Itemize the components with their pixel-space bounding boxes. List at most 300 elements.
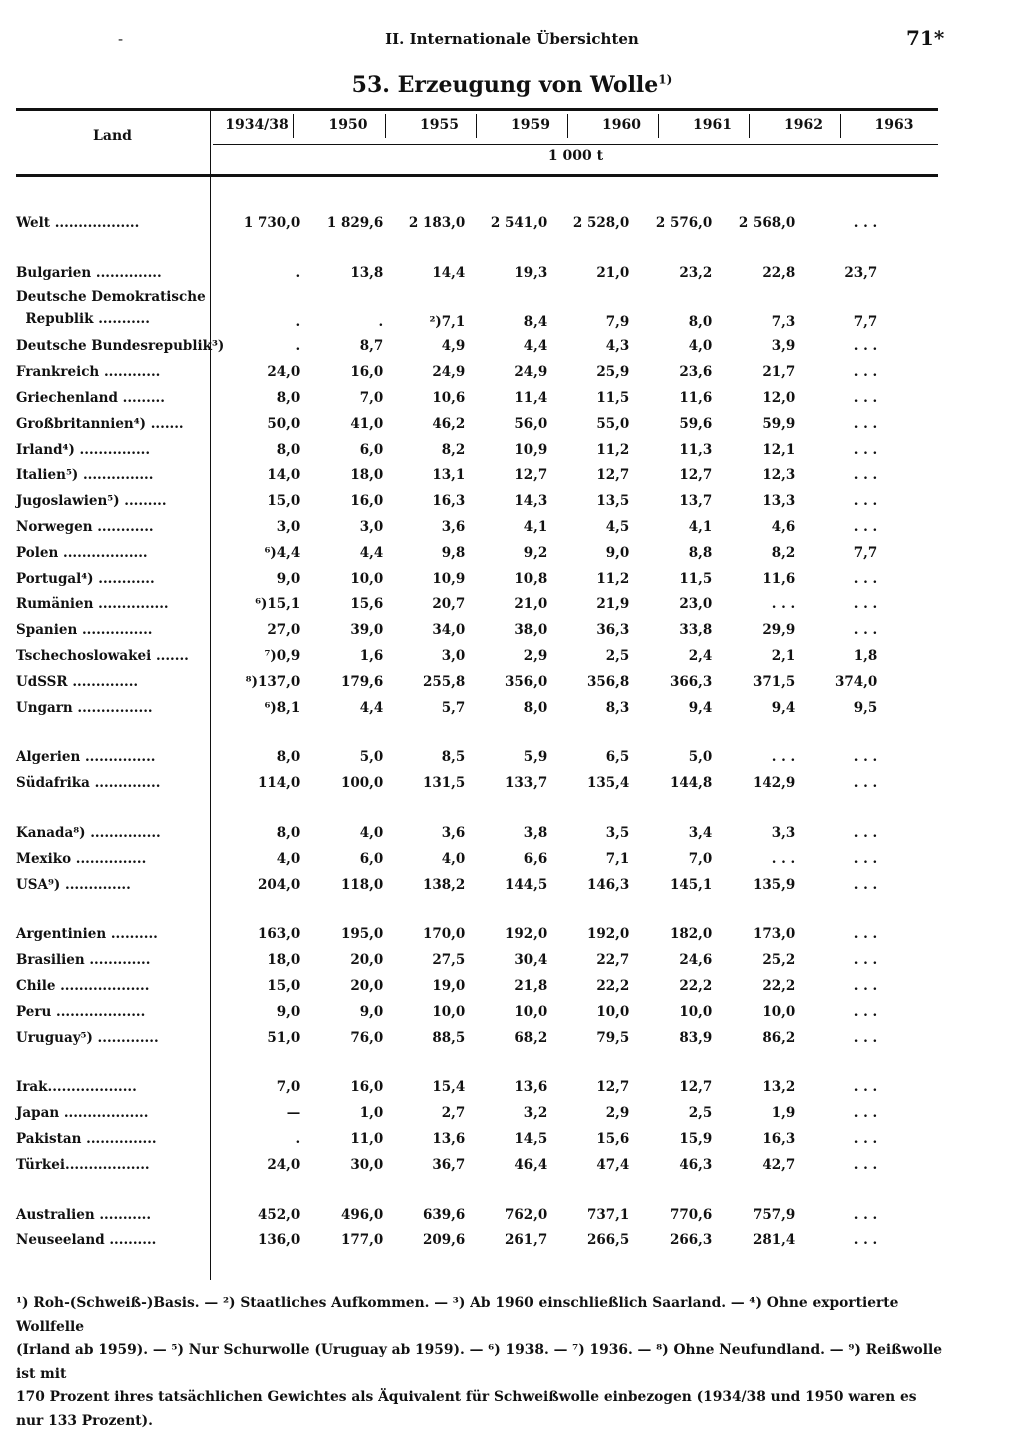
value-cell-1962: 281,4	[752, 1232, 796, 1249]
value-cell-1950: 41,0	[350, 415, 384, 432]
value-cell-1963: . . .	[853, 775, 878, 792]
country-cell	[16, 260, 224, 286]
group-spacer	[16, 236, 877, 260]
value-cell-1934-38: 15,0	[267, 978, 301, 995]
value-cell-1961: 24,6	[679, 952, 713, 969]
table-row	[16, 488, 877, 514]
value-cell-1955: 10,6	[432, 390, 466, 407]
value-cell-1960: 7,9	[605, 313, 630, 330]
country-name: Irland⁴) ...............	[16, 441, 151, 458]
value-cell-1959: 24,9	[514, 364, 548, 381]
country-cell	[16, 566, 224, 592]
table-row	[16, 820, 877, 846]
country-name: Irak...................	[16, 1079, 137, 1096]
spacer-cell	[16, 796, 877, 820]
country-cell	[16, 385, 224, 411]
value-cell-1959: 133,7	[504, 775, 548, 792]
value-cell-1934-38: 14,0	[267, 467, 301, 484]
value-cell-1959: 30,4	[514, 952, 548, 969]
table-row	[16, 947, 877, 973]
value-cell-1962: 59,9	[762, 415, 796, 432]
country-cell	[16, 973, 224, 999]
value-cell-1960: 11,5	[596, 390, 630, 407]
country-cell	[16, 514, 224, 540]
value-cell-1962: 7,3	[771, 313, 796, 330]
land-column-header: Land	[93, 128, 132, 144]
value-cell-1959: 11,4	[514, 390, 548, 407]
table-row	[16, 695, 877, 721]
table-row	[16, 334, 877, 360]
value-cell-1934-38: 114,0	[257, 775, 301, 792]
value-cell-1960: 22,2	[596, 978, 630, 995]
value-cell-1961: 15,9	[679, 1131, 713, 1147]
value-cell-1962: 10,0	[762, 1003, 796, 1020]
value-cell-1961: 2,5	[688, 1105, 713, 1122]
year-header-1950: 1950	[328, 117, 368, 133]
country-name: Argentinien ..........	[16, 926, 158, 943]
spacer-cell	[16, 898, 877, 922]
value-cell-1962: 757,9	[752, 1206, 796, 1223]
data-table	[16, 210, 877, 1253]
group-spacer	[16, 721, 877, 745]
value-cell-1961: 2,4	[688, 648, 713, 665]
value-cell-1955: 88,5	[432, 1029, 466, 1046]
value-cell-1934-38: 8,0	[276, 441, 301, 458]
value-cell-1960: 2,5	[605, 648, 630, 665]
value-cell-1955: 2,7	[441, 1105, 466, 1122]
year-rule	[213, 144, 938, 145]
value-cell-1959: 6,6	[523, 850, 548, 867]
value-cell-1934-38: ⁶)15,1	[255, 596, 301, 613]
country-cell	[16, 745, 224, 771]
country-cell	[16, 1228, 224, 1254]
value-cell-1934-38: 8,0	[276, 825, 301, 842]
value-cell-1961: 11,5	[679, 570, 713, 587]
value-cell-1934-38: 136,0	[257, 1232, 301, 1249]
value-cell-1961: 8,8	[688, 544, 713, 561]
value-cell-1961: 23,0	[679, 596, 713, 613]
value-cell-1961: 46,3	[679, 1156, 713, 1173]
header-dash: -	[118, 30, 124, 48]
table-row	[16, 1075, 877, 1101]
value-cell-1960: 2 528,0	[572, 214, 630, 231]
value-cell-1960: 11,2	[596, 441, 630, 458]
spacer-cell	[16, 236, 877, 260]
value-cell-1959: 21,0	[514, 596, 548, 613]
table-row	[16, 566, 877, 592]
table-row	[16, 1152, 877, 1178]
value-cell-1963: . . .	[853, 978, 878, 995]
value-cell-1962: 371,5	[752, 673, 796, 690]
value-cell-1963: . . .	[853, 1079, 878, 1096]
value-cell-1962: 1,9	[771, 1105, 796, 1122]
value-cell-1962: 142,9	[752, 775, 796, 792]
value-cell-1950: 6,0	[359, 850, 384, 867]
value-cell-1962: 25,2	[762, 952, 796, 969]
table-row	[16, 286, 877, 334]
value-cell-1950: 100,0	[340, 775, 384, 792]
value-cell-1961: 12,7	[679, 1079, 713, 1096]
value-cell-1961: 13,7	[679, 493, 713, 510]
value-cell-1934-38: 163,0	[257, 926, 301, 943]
value-cell-1963: . . .	[853, 1156, 878, 1173]
value-cell-1963: . . .	[853, 364, 878, 381]
table-row	[16, 999, 877, 1025]
value-cell-1934-38: .	[295, 313, 301, 330]
value-cell-1934-38: 18,0	[267, 952, 301, 969]
value-cell-1934-38: 3,0	[276, 519, 301, 536]
year-header-1961: 1961	[693, 117, 732, 133]
value-cell-1959: 9,2	[523, 544, 548, 561]
table-row	[16, 617, 877, 643]
value-cell-1950: 4,0	[359, 825, 384, 842]
value-cell-1963: . . .	[853, 519, 878, 536]
value-cell-1950: 15,6	[350, 596, 384, 613]
value-cell-1934-38: 15,0	[267, 493, 301, 510]
table-row	[16, 745, 877, 771]
value-cell-1960: 10,0	[596, 1003, 630, 1020]
table-row	[16, 260, 877, 286]
value-cell-1960: 21,9	[596, 596, 630, 613]
value-cell-1962: 8,2	[771, 544, 796, 561]
value-cell-1963: . . .	[853, 622, 878, 639]
value-cell-1934-38: 4,0	[276, 850, 301, 867]
top-rule	[16, 108, 938, 111]
value-cell-1959: 19,3	[514, 264, 548, 281]
group-spacer	[16, 1051, 877, 1075]
country-name: Welt ..................	[16, 214, 140, 231]
value-cell-1950: 16,0	[350, 1079, 384, 1096]
group-spacer	[16, 1178, 877, 1202]
country-name: Frankreich ............	[16, 364, 161, 381]
footnote-line-2: (Irland ab 1959). — ⁵) Nur Schurwolle (Uruguay ab 1959). — ⁶) 1938. — ⁷) 1936. — ⁸) Ohne Neufundland. — ⁹) Reißwolle ist mit	[16, 1342, 942, 1382]
value-cell-1961: 10,0	[679, 1003, 713, 1020]
country-name: Neuseeland ..........	[16, 1232, 157, 1249]
table-row	[16, 669, 877, 695]
value-cell-1963: . . .	[853, 1029, 878, 1046]
country-name: Mexiko ...............	[16, 850, 147, 867]
value-cell-1962: 42,7	[762, 1156, 796, 1173]
value-cell-1950: 177,0	[340, 1232, 384, 1249]
value-cell-1959: 4,1	[523, 519, 548, 536]
value-cell-1960: 8,3	[605, 699, 630, 716]
value-cell-1961: 22,2	[679, 978, 713, 995]
value-cell-1963: . . .	[853, 390, 878, 407]
value-cell-1963: 9,5	[853, 699, 878, 716]
value-cell-1955: 24,9	[432, 364, 466, 381]
value-cell-1961: 4,1	[688, 519, 713, 536]
value-cell-1963: . . .	[853, 1003, 878, 1020]
value-cell-1963: 1,8	[853, 648, 878, 665]
value-cell-1960: 22,7	[596, 952, 630, 969]
value-cell-1934-38: 8,0	[276, 390, 301, 407]
value-cell-1961: 145,1	[669, 876, 713, 893]
value-cell-1959: 10,8	[514, 570, 548, 587]
table-row	[16, 592, 877, 618]
value-cell-1959: 14,3	[514, 493, 548, 510]
value-cell-1960: 15,6	[596, 1131, 630, 1147]
country-name: Griechenland .........	[16, 390, 165, 407]
value-cell-1961: 2 576,0	[655, 214, 713, 231]
value-cell-1959: 38,0	[514, 622, 548, 639]
value-cell-1963: . . .	[853, 338, 878, 355]
year-header-1963: 1963	[874, 117, 914, 133]
value-cell-1960: 25,9	[596, 364, 630, 381]
value-cell-1950: 195,0	[340, 926, 384, 943]
value-cell-1961: 144,8	[669, 775, 713, 792]
country-cell	[16, 770, 224, 796]
value-cell-1963: 374,0	[834, 673, 878, 690]
country-cell	[16, 1025, 224, 1051]
table-row	[16, 359, 877, 385]
country-cell	[16, 872, 224, 898]
value-cell-1962: . . .	[771, 596, 796, 613]
table-row	[16, 1228, 877, 1254]
value-cell-1962: 135,9	[752, 876, 796, 893]
value-cell-1959: 4,4	[523, 338, 548, 355]
value-cell-1962: . . .	[771, 850, 796, 867]
value-cell-1959: 356,0	[504, 673, 548, 690]
country-cell	[16, 1126, 224, 1152]
country-cell	[16, 437, 224, 463]
country-cell	[16, 846, 224, 872]
value-cell-1955: 27,5	[432, 952, 466, 969]
value-cell-1960: 9,0	[605, 544, 630, 561]
table-row	[16, 540, 877, 566]
value-cell-1955: 3,0	[441, 648, 466, 665]
value-cell-1962: 21,7	[762, 364, 796, 381]
value-cell-1962: 2 568,0	[738, 214, 796, 231]
value-cell-1950: 5,0	[359, 749, 384, 766]
value-cell-1955: 15,4	[432, 1079, 466, 1096]
value-cell-1960: 12,7	[596, 1079, 630, 1096]
value-cell-1959: 8,4	[523, 313, 548, 330]
value-cell-1955: 20,7	[432, 596, 466, 613]
value-cell-1950: 118,0	[340, 876, 384, 893]
value-cell-1950: 8,7	[359, 338, 384, 355]
country-name: Deutsche Bundesrepublik³)	[16, 338, 225, 355]
value-cell-1963: . . .	[853, 952, 878, 969]
country-cell	[16, 695, 224, 721]
value-cell-1959: 14,5	[514, 1131, 548, 1147]
value-cell-1959: 261,7	[504, 1232, 548, 1249]
value-cell-1962: 22,8	[762, 264, 796, 281]
value-cell-1960: 135,4	[586, 775, 630, 792]
value-cell-1959: 13,6	[514, 1079, 548, 1096]
value-cell-1961: 83,9	[679, 1029, 713, 1046]
table-row	[16, 1025, 877, 1051]
value-cell-1962: 16,3	[762, 1131, 796, 1147]
country-name: Türkei..................	[16, 1156, 150, 1173]
running-title: II. Internationale Übersichten	[385, 30, 639, 48]
value-cell-1963: . . .	[853, 1232, 878, 1249]
value-cell-1960: 79,5	[596, 1029, 630, 1046]
value-cell-1962: 3,9	[771, 338, 796, 355]
table-row	[16, 411, 877, 437]
value-cell-1950: 4,4	[359, 699, 384, 716]
value-cell-1960: 737,1	[586, 1206, 630, 1223]
country-cell	[16, 1152, 224, 1178]
value-cell-1961: 770,6	[669, 1206, 713, 1223]
country-name: Großbritannien⁴) .......	[16, 415, 184, 432]
value-cell-1960: 7,1	[605, 850, 630, 867]
value-cell-1950: 20,0	[350, 952, 384, 969]
table-row	[16, 437, 877, 463]
value-cell-1961: 366,3	[669, 673, 713, 690]
value-cell-1963: 7,7	[853, 313, 878, 330]
country-name: Peru ...................	[16, 1003, 146, 1020]
country-cell	[16, 947, 224, 973]
value-cell-1962: 22,2	[762, 978, 796, 995]
country-cell	[16, 1202, 224, 1228]
value-cell-1934-38: 9,0	[276, 570, 301, 587]
value-cell-1959: 10,9	[514, 441, 548, 458]
table-body	[16, 210, 877, 1253]
table-row	[16, 1126, 877, 1152]
value-cell-1963: . . .	[853, 876, 878, 893]
value-cell-1961: 5,0	[688, 749, 713, 766]
year-separator	[293, 114, 294, 138]
value-cell-1963: . . .	[853, 1105, 878, 1122]
value-cell-1962: 12,1	[762, 441, 796, 458]
value-cell-1950: 1 829,6	[326, 214, 384, 231]
value-cell-1934-38: .	[295, 264, 301, 281]
value-cell-1960: 13,5	[596, 493, 630, 510]
value-cell-1955: 46,2	[432, 415, 466, 432]
value-cell-1955: 4,0	[441, 850, 466, 867]
value-cell-1959: 144,5	[504, 876, 548, 893]
value-cell-1955: 255,8	[422, 673, 466, 690]
page-number: 71*	[906, 26, 945, 50]
value-cell-1950: 179,6	[340, 673, 384, 690]
value-cell-1959: 46,4	[514, 1156, 548, 1173]
value-cell-1960: 4,5	[605, 519, 630, 536]
value-cell-1934-38: 9,0	[276, 1003, 301, 1020]
year-header-1959: 1959	[511, 117, 550, 133]
country-cell	[16, 643, 224, 669]
country-cell	[16, 922, 224, 948]
value-cell-1959: 2,9	[523, 648, 548, 665]
value-cell-1962: . . .	[771, 749, 796, 766]
country-name: Algerien ...............	[16, 749, 156, 766]
country-name: Polen ..................	[16, 544, 148, 561]
value-cell-1962: 13,2	[762, 1079, 796, 1096]
value-cell-1959: 192,0	[504, 926, 548, 943]
value-cell-1962: 13,3	[762, 493, 796, 510]
value-cell-1959: 3,8	[523, 825, 548, 842]
table-row	[16, 643, 877, 669]
value-cell-1961: 8,0	[688, 313, 713, 330]
value-cell-1961: 182,0	[669, 926, 713, 943]
value-cell-1960: 2,9	[605, 1105, 630, 1122]
value-cell-1955: 131,5	[422, 775, 466, 792]
footnote-line-3: 170 Prozent ihres tatsächlichen Gewichtes als Äquivalent für Schweißwolle einbezogen (1934/38 und 1950 waren es nur 133 Prozent).	[16, 1389, 917, 1429]
value-cell-1955: 16,3	[432, 493, 466, 510]
value-cell-1959: 2 541,0	[490, 214, 548, 231]
table-title-text: 53. Erzeugung von Wolle	[351, 72, 659, 98]
year-separator	[385, 114, 386, 138]
table-row	[16, 1100, 877, 1126]
value-cell-1961: 11,6	[679, 390, 713, 407]
value-cell-1961: 23,6	[679, 364, 713, 381]
value-cell-1955: 170,0	[422, 926, 466, 943]
value-cell-1961: 33,8	[679, 622, 713, 639]
year-header-1955: 1955	[420, 117, 459, 133]
value-cell-1961: 7,0	[688, 850, 713, 867]
value-cell-1950: 6,0	[359, 441, 384, 458]
value-cell-1962: 9,4	[771, 699, 796, 716]
value-cell-1955: 36,7	[432, 1156, 466, 1173]
value-cell-1934-38: 51,0	[267, 1029, 301, 1046]
table-title	[0, 72, 1024, 98]
value-cell-1961: 4,0	[688, 338, 713, 355]
footnotes	[16, 1292, 946, 1433]
value-cell-1961: 3,4	[688, 825, 713, 842]
value-cell-1934-38: 1 730,0	[243, 214, 301, 231]
value-cell-1955: 14,4	[432, 264, 466, 281]
value-cell-1963: . . .	[853, 596, 878, 613]
value-cell-1960: 21,0	[596, 264, 630, 281]
value-cell-1950: 496,0	[340, 1206, 384, 1223]
value-cell-1962: 12,0	[762, 390, 796, 407]
year-separator	[476, 114, 477, 138]
country-cell	[16, 617, 224, 643]
value-cell-1934-38: .	[295, 338, 301, 355]
value-cell-1955: 5,7	[441, 699, 466, 716]
value-cell-1960: 6,5	[605, 749, 630, 766]
table-row	[16, 973, 877, 999]
table-row	[16, 846, 877, 872]
value-cell-1961: 266,3	[669, 1232, 713, 1249]
country-cell	[16, 359, 224, 385]
country-name: Kanada⁸) ...............	[16, 825, 161, 842]
value-cell-1960: 36,3	[596, 622, 630, 639]
value-cell-1963: . . .	[853, 441, 878, 458]
country-cell	[16, 820, 224, 846]
country-name: Uruguay⁵) .............	[16, 1029, 159, 1046]
value-cell-1963: . . .	[853, 415, 878, 432]
value-cell-1961: 23,2	[679, 264, 713, 281]
country-cell	[16, 999, 224, 1025]
group-spacer	[16, 898, 877, 922]
country-name: USA⁹) ..............	[16, 876, 131, 893]
value-cell-1950: 18,0	[350, 467, 384, 484]
value-cell-1961: 59,6	[679, 415, 713, 432]
value-cell-1959: 12,7	[514, 467, 548, 484]
value-cell-1963: . . .	[853, 825, 878, 842]
value-cell-1963: . . .	[853, 850, 878, 867]
value-cell-1959: 56,0	[514, 415, 548, 432]
country-name: Chile ...................	[16, 978, 150, 995]
country-cell	[16, 334, 224, 360]
value-cell-1962: 29,9	[762, 622, 796, 639]
value-cell-1955: 34,0	[432, 622, 466, 639]
value-cell-1963: . . .	[853, 493, 878, 510]
value-cell-1962: 173,0	[752, 926, 796, 943]
year-separator	[749, 114, 750, 138]
value-cell-1963: . . .	[853, 1131, 878, 1147]
country-cell	[16, 286, 224, 334]
year-header-1960: 1960	[602, 117, 641, 133]
value-cell-1955: 209,6	[422, 1232, 466, 1249]
value-cell-1950: 1,0	[359, 1105, 384, 1122]
value-cell-1963: . . .	[853, 1206, 878, 1223]
value-cell-1950: 9,0	[359, 1003, 384, 1020]
country-cell	[16, 669, 224, 695]
country-name: Brasilien .............	[16, 952, 151, 969]
value-cell-1962: 4,6	[771, 519, 796, 536]
table-row	[16, 514, 877, 540]
